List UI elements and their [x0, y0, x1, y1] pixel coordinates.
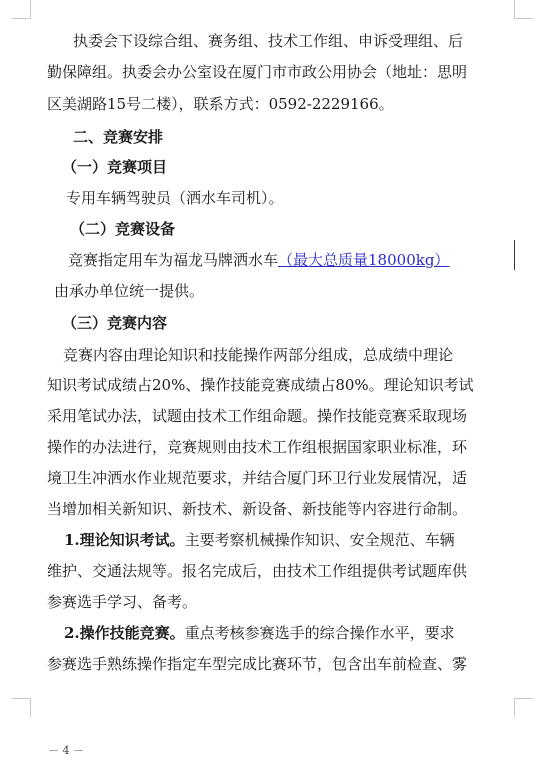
body-line: 操作的办法进行，竞赛规则由技术工作组根据国家职业标准，环	[47, 438, 468, 456]
crop-mark-bottom-right	[514, 698, 533, 717]
crop-mark-top-right	[514, 0, 533, 19]
subsection-heading: （二）竞赛设备	[70, 220, 176, 238]
body-line: 当增加相关新知识、新技术、新设备、新技能等内容进行命制。	[47, 500, 468, 518]
body-line: 执委会下设综合组、赛务组、技术工作组、申诉受理组、后	[73, 32, 464, 50]
numbered-heading: 2.操作技能竞赛。	[64, 624, 185, 642]
body-text: 竞赛指定用车为福龙马牌洒水车	[68, 251, 279, 269]
crop-mark-top-left	[12, 0, 31, 19]
body-line: 参赛选手熟练操作指定车型完成比赛环节，包含出车前检查、雾	[47, 655, 468, 673]
body-text: 主要考察机械操作知识、安全规范、车辆	[184, 531, 455, 549]
body-line: 专用车辆驾驶员（洒水车司机）。	[66, 189, 284, 207]
numbered-heading: 1.理论知识考试。	[64, 531, 185, 549]
section-heading: 二、竞赛安排	[73, 128, 164, 146]
crop-mark-bottom-left	[12, 698, 31, 717]
subsection-heading: （一）竞赛项目	[62, 158, 168, 176]
body-line: 区美湖路15号二楼），联系方式：0592-2229166。	[47, 95, 394, 113]
body-line: 维护、交通法规等。报名完成后，由技术工作组提供考试题库供	[47, 562, 468, 580]
body-line: 参赛选手学习、备考。	[47, 593, 198, 611]
body-line	[68, 250, 449, 270]
body-line: 勤保障组。执委会办公室设在厦门市市政公用协会（地址：思明	[47, 63, 468, 81]
page-number: － 4 －	[48, 744, 84, 757]
body-line: 竞赛内容由理论知识和技能操作两部分组成，总成绩中理论	[63, 346, 454, 364]
body-line	[64, 623, 455, 643]
body-line: 知识考试成绩占20%、操作技能竞赛成绩占80%。理论知识考试	[47, 376, 474, 394]
body-text: 重点考核参赛选手的综合操作水平，要求	[184, 624, 455, 642]
body-line: 由承办单位统一提供。	[54, 282, 205, 300]
body-line: 境卫生冲洒水作业规范要求，并结合厦门环卫行业发展情况，适	[47, 469, 468, 487]
body-line	[64, 530, 455, 550]
text-cursor	[514, 240, 515, 270]
body-line: 采用笔试办法，试题由技术工作组命题。操作技能竞赛采取现场	[47, 407, 468, 425]
hyperlink[interactable]: （最大总质量18000kg）	[278, 251, 450, 269]
subsection-heading: （三）竞赛内容	[62, 314, 168, 332]
